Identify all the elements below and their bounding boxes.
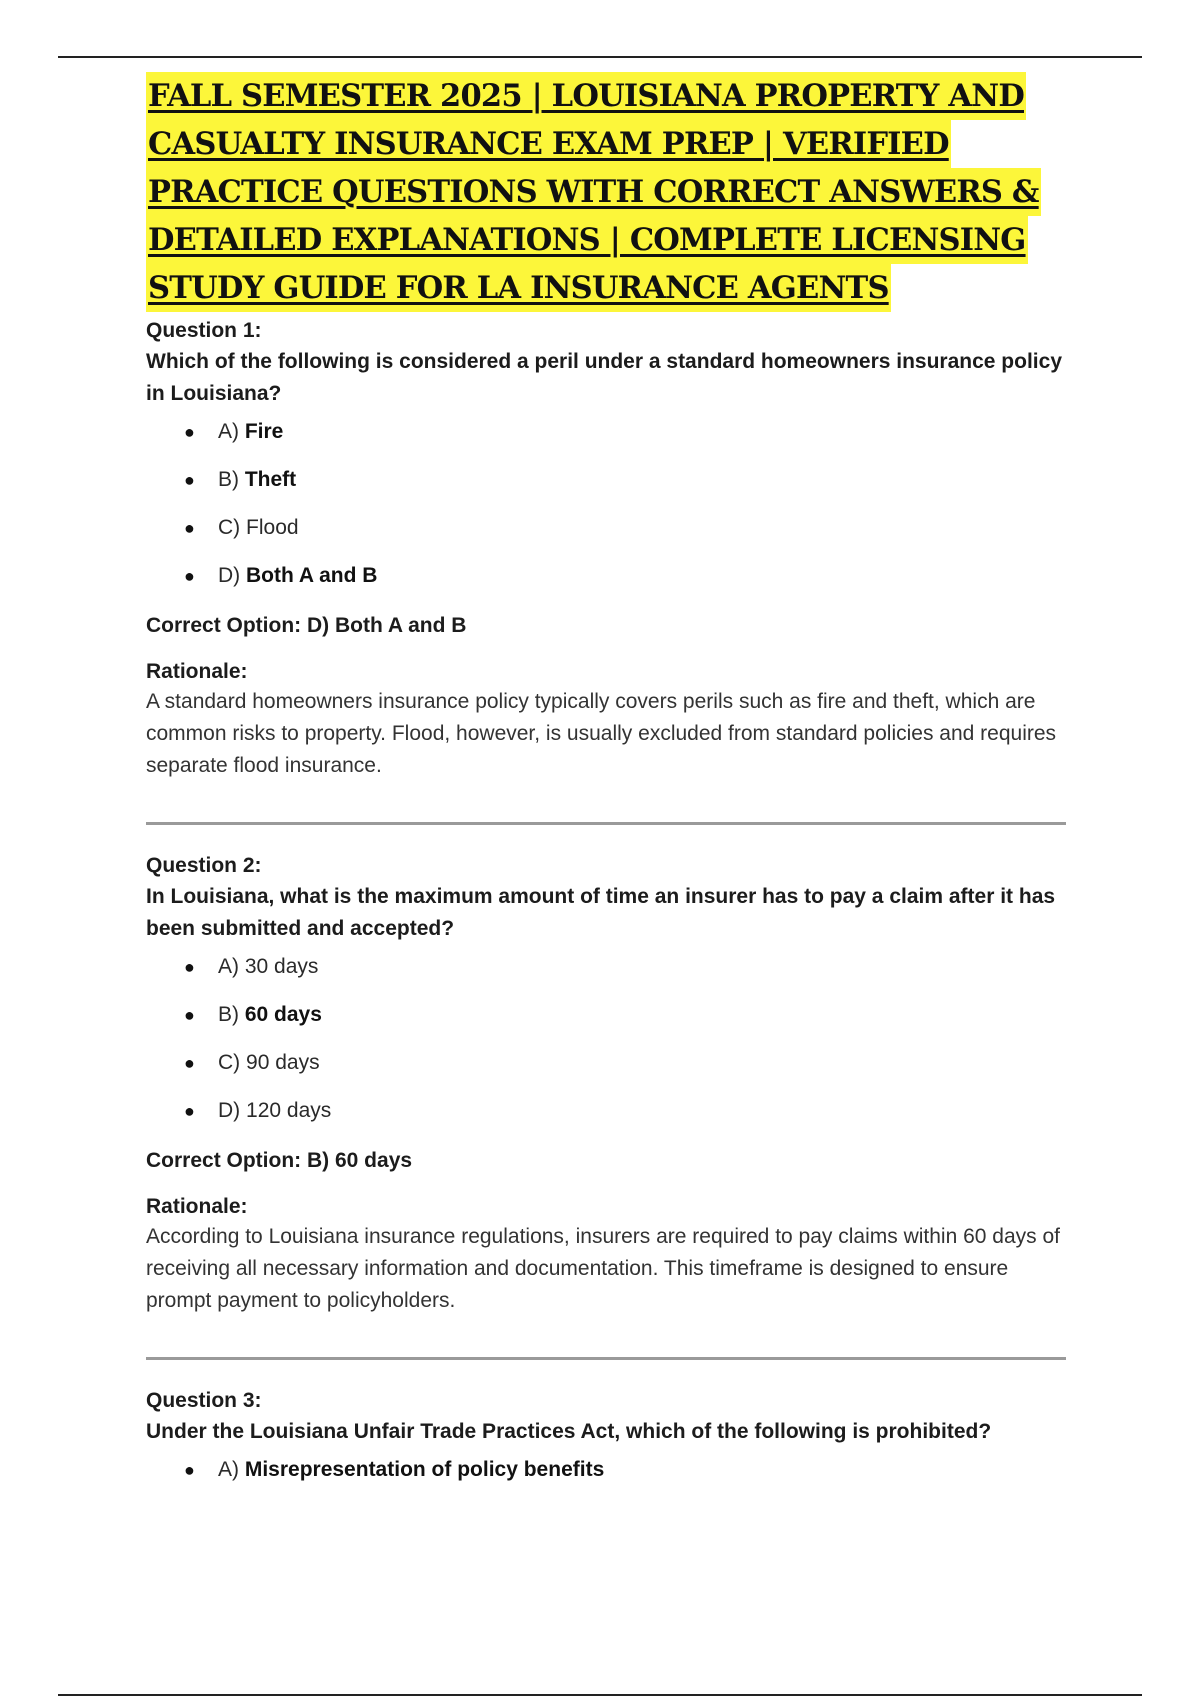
rationale-text: According to Louisiana insurance regulations, insurers are required to pay claims within 60 days of receiving all necessary information and documentation. This timeframe is designed to ensure prompt payment to policyholders. bbox=[146, 1225, 1060, 1312]
question-text: Under the Louisiana Unfair Trade Practices Act, which of the following is prohibited? bbox=[146, 1420, 992, 1443]
correct-option: Correct Option: B) 60 days bbox=[146, 1149, 413, 1172]
title-line: STUDY GUIDE FOR LA INSURANCE AGENTS bbox=[146, 264, 891, 312]
option-letter: B) bbox=[218, 1003, 239, 1026]
document-title bbox=[146, 72, 1066, 312]
option-item bbox=[146, 1458, 1066, 1482]
option-text: Flood bbox=[246, 516, 299, 539]
bullet-icon: ● bbox=[184, 566, 195, 586]
bullet-icon: ● bbox=[184, 518, 195, 538]
option-letter: B) bbox=[218, 468, 239, 491]
option-text: 30 days bbox=[244, 955, 319, 978]
correct-option: Correct Option: D) Both A and B bbox=[146, 614, 467, 637]
option-letter: C) bbox=[218, 1051, 241, 1074]
option-item bbox=[146, 1003, 1066, 1027]
option-text: Theft bbox=[244, 468, 297, 491]
rationale-text: A standard homeowners insurance policy typically covers perils such as fire and theft, which are common risks to property. Flood, however, is usually excluded from standard policies and requires separate flood insurance. bbox=[146, 690, 1057, 777]
top-rule bbox=[58, 56, 1142, 58]
bullet-icon: ● bbox=[184, 422, 195, 442]
title-line: PRACTICE QUESTIONS WITH CORRECT ANSWERS & bbox=[146, 168, 1041, 216]
option-list bbox=[146, 1458, 1066, 1482]
option-text: 60 days bbox=[244, 1003, 322, 1026]
option-item bbox=[146, 1099, 1066, 1123]
question-text: Which of the following is considered a peril under a standard homeowners insurance policy in Louisiana? bbox=[146, 350, 1062, 405]
bullet-icon: ● bbox=[184, 1460, 195, 1480]
question-label: Question 1: bbox=[146, 319, 262, 342]
option-text: Both A and B bbox=[246, 564, 378, 587]
question-separator bbox=[146, 822, 1066, 825]
bottom-rule bbox=[58, 1694, 1142, 1696]
title-line: DETAILED EXPLANATIONS | COMPLETE LICENSING bbox=[146, 216, 1028, 264]
option-list bbox=[146, 420, 1066, 588]
question-label: Question 2: bbox=[146, 854, 262, 877]
option-letter: C) bbox=[218, 516, 241, 539]
option-item bbox=[146, 468, 1066, 492]
question-2 bbox=[146, 851, 1066, 1317]
question-text: In Louisiana, what is the maximum amount of time an insurer has to pay a claim after it has been submitted and accepted? bbox=[146, 885, 1056, 940]
rationale-label: Rationale: bbox=[146, 660, 248, 683]
option-text: Fire bbox=[244, 420, 284, 443]
option-list bbox=[146, 955, 1066, 1123]
question-separator bbox=[146, 1357, 1066, 1360]
option-item bbox=[146, 516, 1066, 540]
rationale-label: Rationale: bbox=[146, 1195, 248, 1218]
option-text: 120 days bbox=[246, 1099, 332, 1122]
option-item bbox=[146, 564, 1066, 588]
question-3 bbox=[146, 1386, 1066, 1482]
option-text: 90 days bbox=[246, 1051, 320, 1074]
bullet-icon: ● bbox=[184, 470, 195, 490]
option-letter: D) bbox=[218, 564, 241, 587]
bullet-icon: ● bbox=[184, 1053, 195, 1073]
option-item bbox=[146, 1051, 1066, 1075]
title-line: FALL SEMESTER 2025 | LOUISIANA PROPERTY AND bbox=[146, 72, 1026, 120]
document-body bbox=[146, 72, 1066, 1506]
bullet-icon: ● bbox=[184, 1101, 195, 1121]
bullet-icon: ● bbox=[184, 957, 195, 977]
option-letter: A) bbox=[218, 420, 239, 443]
option-letter: A) bbox=[218, 1458, 239, 1481]
question-1 bbox=[146, 316, 1066, 782]
option-item bbox=[146, 955, 1066, 979]
bullet-icon: ● bbox=[184, 1005, 195, 1025]
title-line: CASUALTY INSURANCE EXAM PREP | VERIFIED bbox=[146, 120, 951, 168]
option-letter: A) bbox=[218, 955, 239, 978]
option-letter: D) bbox=[218, 1099, 241, 1122]
option-item bbox=[146, 420, 1066, 444]
question-label: Question 3: bbox=[146, 1389, 262, 1412]
option-text: Misrepresentation of policy benefits bbox=[244, 1458, 605, 1481]
